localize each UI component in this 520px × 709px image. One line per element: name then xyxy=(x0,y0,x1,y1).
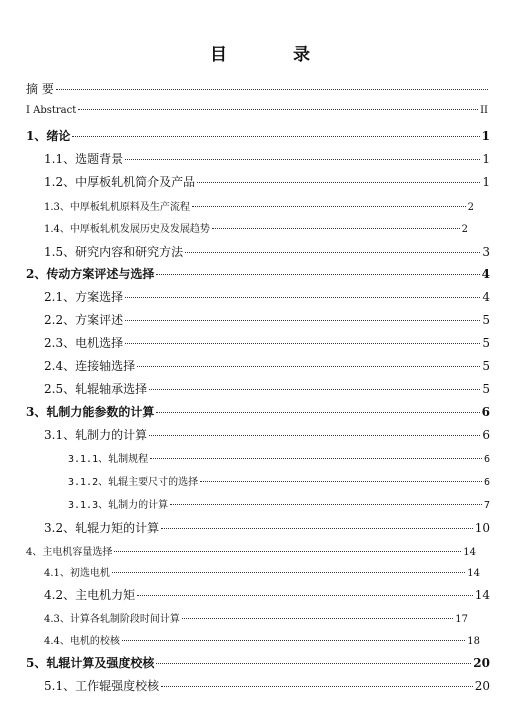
toc-leader-dots xyxy=(56,89,488,90)
toc-entry-2-4[interactable] xyxy=(44,357,490,374)
toc-leader-dots xyxy=(122,640,465,641)
toc-entry-abstract-cn[interactable] xyxy=(26,80,490,97)
toc-leader-dots xyxy=(78,109,478,110)
toc-leader-dots xyxy=(156,274,479,275)
toc-entry-label: 1.5、研究内容和研究方法 xyxy=(44,245,184,259)
toc-entry-2-2[interactable] xyxy=(44,311,490,328)
toc-leader-dots xyxy=(200,481,482,482)
toc-entry-3-1[interactable] xyxy=(44,426,490,443)
toc-entry-3-1-3[interactable] xyxy=(68,496,490,511)
toc-entry-label: 摘 要 xyxy=(26,82,54,96)
toc-entry-chapter-4[interactable] xyxy=(26,543,476,558)
toc-title-right: 录 xyxy=(292,45,310,65)
toc-entry-page: 4 xyxy=(481,267,490,281)
toc-entry-label: 2.3、电机选择 xyxy=(44,336,124,350)
toc-entry-page: 5 xyxy=(482,336,490,350)
toc-leader-dots xyxy=(156,663,471,664)
toc-entry-3-1-1[interactable] xyxy=(68,450,490,465)
toc-entry-abstract-en[interactable] xyxy=(26,105,488,116)
toc-entry-4-2[interactable] xyxy=(44,586,490,603)
toc-entry-1-5[interactable] xyxy=(44,243,490,260)
toc-leader-dots xyxy=(114,551,461,552)
toc-entry-label: 2.1、方案选择 xyxy=(44,290,124,304)
toc-leader-dots xyxy=(212,228,460,229)
toc-entry-3-2[interactable] xyxy=(44,519,490,536)
toc-entry-page: 6 xyxy=(481,405,490,419)
toc-leader-dots xyxy=(137,595,473,596)
toc-entry-label: 2、传动方案评述与选择 xyxy=(26,267,155,281)
toc-entry-label: 1.4、中厚板轧机发展历史及发展趋势 xyxy=(44,224,210,235)
toc-entry-page: II xyxy=(480,105,488,116)
toc-entry-2-3[interactable] xyxy=(44,334,490,351)
toc-entry-4-3[interactable] xyxy=(44,610,468,625)
toc-entry-page: 1 xyxy=(482,175,490,189)
toc-entry-1-1[interactable] xyxy=(44,150,490,167)
toc-entry-page: 20 xyxy=(473,656,490,670)
toc-entry-label: 4.3、计算各轧制阶段时间计算 xyxy=(44,614,180,625)
toc-entry-page: 6 xyxy=(483,477,490,488)
toc-entry-chapter-5[interactable] xyxy=(26,654,490,671)
toc-leader-dots xyxy=(112,572,465,573)
toc-leader-dots xyxy=(197,182,480,183)
toc-leader-dots xyxy=(125,320,480,321)
toc-title xyxy=(0,40,520,65)
toc-entry-page: 5 xyxy=(482,359,490,373)
toc-entry-page: 14 xyxy=(463,547,476,558)
toc-entry-label: 4.1、初选电机 xyxy=(44,568,110,579)
toc-entry-4-1[interactable] xyxy=(44,564,480,579)
toc-leader-dots xyxy=(161,528,473,529)
toc-entry-label: 3.1、轧制力的计算 xyxy=(44,428,148,442)
toc-entry-5-1[interactable] xyxy=(44,677,490,694)
toc-leader-dots xyxy=(156,412,479,413)
toc-entry-page: 6 xyxy=(483,454,490,465)
toc-entry-label: 3.1.1、轧制规程 xyxy=(68,454,149,465)
toc-entry-label: 4、主电机容量选择 xyxy=(26,547,113,558)
toc-entry-label: 2.4、连接轴选择 xyxy=(44,359,136,373)
toc-entry-page: 14 xyxy=(474,588,490,602)
toc-leader-dots xyxy=(192,206,466,207)
toc-entry-page: 7 xyxy=(483,500,490,511)
toc-entry-page: 6 xyxy=(482,428,490,442)
toc-entry-chapter-2[interactable] xyxy=(26,265,490,282)
toc-leader-dots xyxy=(161,686,473,687)
toc-entry-page: 1 xyxy=(481,129,490,143)
toc-entry-label: 1.2、中厚板轧机简介及产品 xyxy=(44,175,196,189)
toc-entry-page: 2 xyxy=(461,224,468,235)
toc-entry-label: 3.2、轧辊力矩的计算 xyxy=(44,521,160,535)
toc-entry-chapter-1[interactable] xyxy=(26,127,490,144)
toc-leader-dots xyxy=(149,435,480,436)
toc-leader-dots xyxy=(150,458,482,459)
toc-entry-3-1-2[interactable] xyxy=(68,473,490,488)
toc-entry-page: 20 xyxy=(474,679,490,693)
toc-entry-page: 2 xyxy=(467,202,474,213)
toc-entry-label: 2.5、轧辊轴承选择 xyxy=(44,382,148,396)
toc-entry-page: 18 xyxy=(467,636,480,647)
toc-entry-page: 5 xyxy=(482,313,490,327)
toc-entry-page: 3 xyxy=(482,245,490,259)
toc-leader-dots xyxy=(125,159,480,160)
toc-leader-dots xyxy=(125,343,480,344)
toc-entry-label: 4.4、电机的校核 xyxy=(44,636,120,647)
toc-entry-label: 1、绪论 xyxy=(26,129,71,143)
toc-entry-1-4[interactable] xyxy=(44,220,468,235)
toc-leader-dots xyxy=(137,366,480,367)
toc-entry-label: 5.1、工作辊强度校核 xyxy=(44,679,160,693)
toc-entry-page: 17 xyxy=(455,614,468,625)
toc-entry-1-2[interactable] xyxy=(44,173,490,190)
toc-entry-chapter-3[interactable] xyxy=(26,403,490,420)
toc-entry-2-5[interactable] xyxy=(44,380,490,397)
toc-entry-label: 2.2、方案评述 xyxy=(44,313,124,327)
toc-entry-4-4[interactable] xyxy=(44,632,480,647)
toc-leader-dots xyxy=(149,389,480,390)
toc-entry-label: 5、轧辊计算及强度校核 xyxy=(26,656,155,670)
toc-leader-dots xyxy=(182,618,453,619)
toc-entry-label: 3.1.2、轧辊主要尺寸的选择 xyxy=(68,477,199,488)
toc-entry-label: 4.2、主电机力矩 xyxy=(44,588,136,602)
toc-leader-dots xyxy=(185,252,480,253)
toc-entry-label: I Abstract xyxy=(26,105,77,116)
toc-entry-label: 3、轧制力能参数的计算 xyxy=(26,405,155,419)
toc-entry-2-1[interactable] xyxy=(44,288,490,305)
toc-leader-dots xyxy=(125,297,480,298)
toc-leader-dots xyxy=(170,504,482,505)
toc-entry-page: 4 xyxy=(482,290,490,304)
toc-entry-label: 1.1、选题背景 xyxy=(44,152,124,166)
toc-leader-dots xyxy=(72,136,479,137)
toc-entry-label: 3.1.3、轧制力的计算 xyxy=(68,500,169,511)
toc-entry-1-3[interactable] xyxy=(44,198,474,213)
toc-title-left: 目 xyxy=(210,45,228,65)
toc-entry-page: 10 xyxy=(474,521,490,535)
toc-entry-page: 14 xyxy=(467,568,480,579)
toc-entry-page: 1 xyxy=(482,152,490,166)
toc-entry-label: 1.3、中厚板轧机原料及生产流程 xyxy=(44,202,190,213)
toc-entry-page: 5 xyxy=(482,382,490,396)
